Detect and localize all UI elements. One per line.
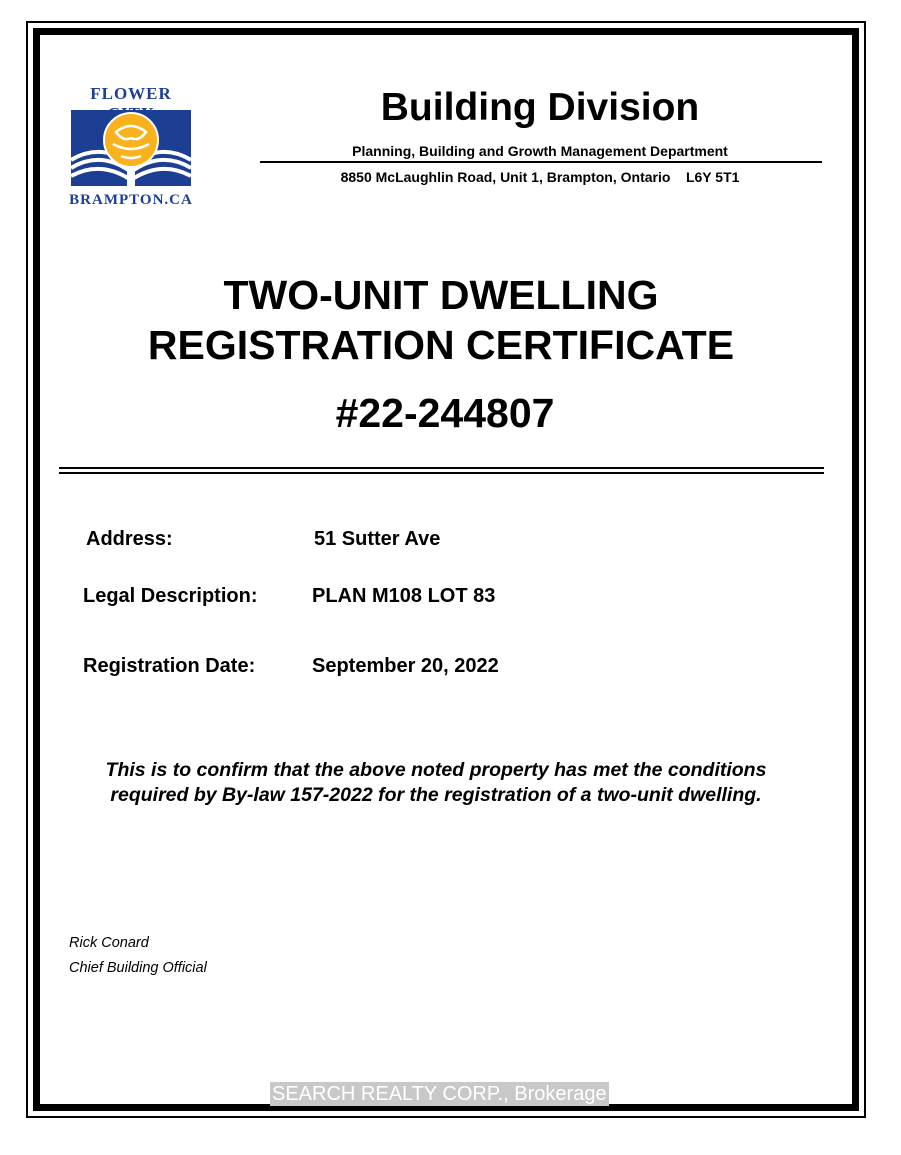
header-divider <box>260 161 822 163</box>
department-name: Planning, Building and Growth Management Department <box>352 143 728 159</box>
logo-bottom-text: BRAMPTON.CA <box>69 192 193 208</box>
division-title: Building Division <box>380 86 700 129</box>
logo-top-text: FLOWER <box>90 84 172 103</box>
brokerage-watermark: SEARCH REALTY CORP., Brokerage <box>272 1083 607 1105</box>
legal-description-label: Legal Description: <box>83 585 258 607</box>
rose-emblem-icon <box>71 110 191 186</box>
section-divider-bottom <box>59 472 824 474</box>
statement-line-1: This is to confirm that the above noted property has met the conditions <box>105 759 767 781</box>
registration-date-label: Registration Date: <box>83 655 256 677</box>
brampton-logo <box>68 84 194 214</box>
address-label: Address: <box>86 528 173 550</box>
office-address: 8850 McLaughlin Road, Unit 1, Brampton, Ontario L6Y 5T1 <box>340 169 740 185</box>
section-divider-top <box>59 467 824 469</box>
certificate-title <box>60 270 822 370</box>
signatory-name: Rick Conard <box>69 935 149 951</box>
address-value: 51 Sutter Ave <box>314 528 441 550</box>
certificate-title-line-2: REGISTRATION CERTIFICATE <box>147 322 735 368</box>
statement-line-2: required by By-law 157-2022 for the registration of a two-unit dwelling. <box>110 784 762 806</box>
confirmation-statement <box>60 758 812 808</box>
legal-description-value: PLAN M108 LOT 83 <box>312 585 496 607</box>
certificate-number: #22-244807 <box>335 390 555 436</box>
signatory-title: Chief Building Official <box>69 960 207 976</box>
registration-date-value: September 20, 2022 <box>312 655 499 677</box>
certificate-title-line-1: TWO-UNIT DWELLING <box>223 272 659 318</box>
